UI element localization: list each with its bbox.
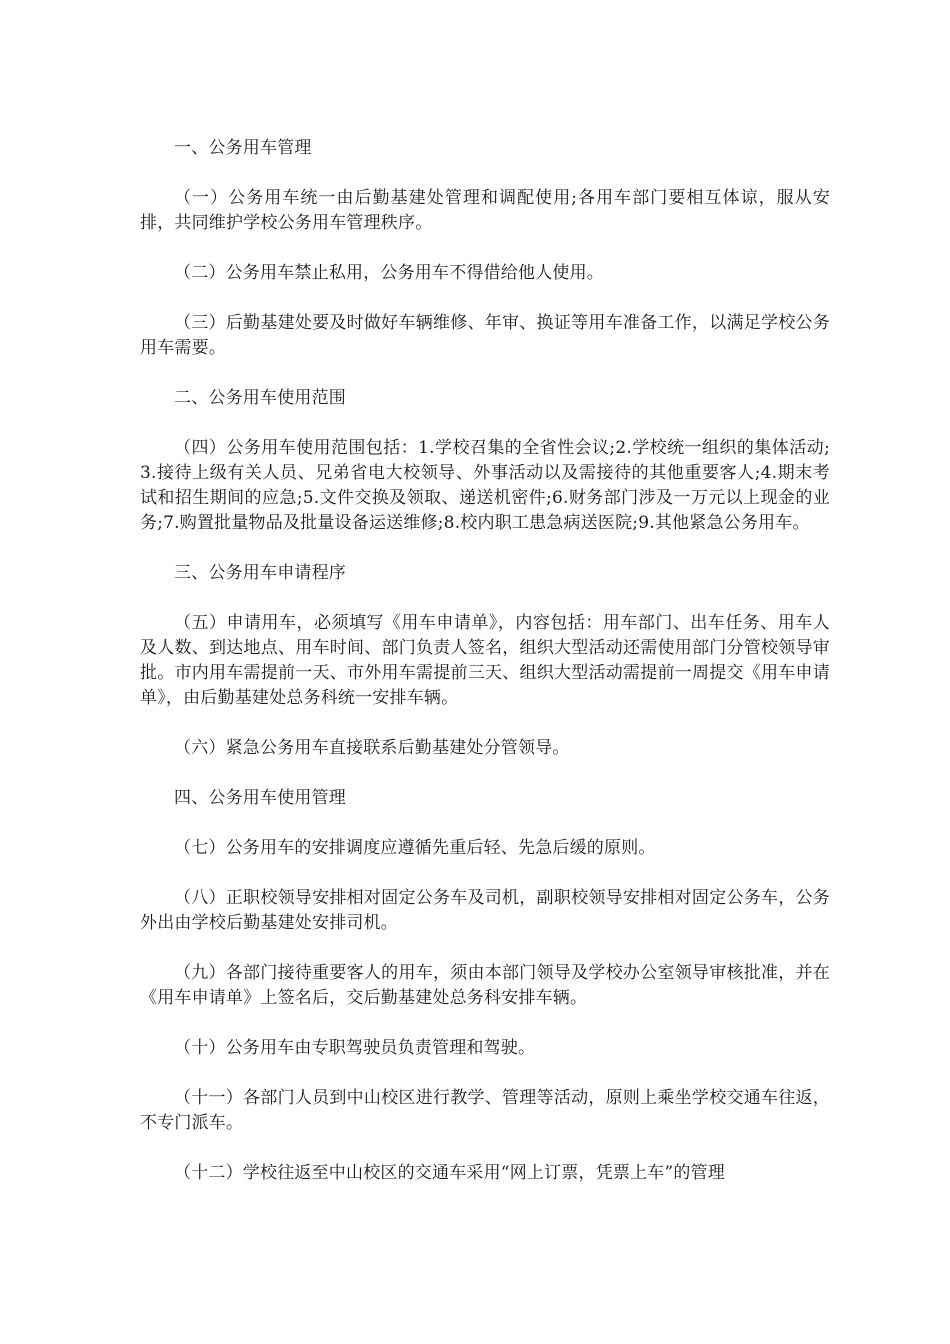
section-heading-1: 一、公务用车管理 — [174, 138, 312, 158]
paragraph-4: （四）公务用车使用范围包括：1.学校召集的全省性会议;2.学校统一组织的集体活动;3.接待上级有关人员、兄弟省电大校领导、外事活动以及需接待的其他重要客人;4.期末考试和招生期间的应急;5.文件交换及领取、递送机密件;6.财务部门涉及一万元以上现金的业务;7.购置批量物品及批量设备运送维修;8.校内职工患急病送医院;9.其他紧急公务用车。 — [140, 438, 830, 533]
paragraph-10: （十）公务用车由专职驾驶员负责管理和驾驶。 — [174, 1038, 536, 1058]
paragraph-8: （八）正职校领导安排相对固定公务车及司机，副职校领导安排相对固定公务车，公务外出由学校后勤基建处安排司机。 — [140, 888, 830, 933]
section-heading-4: 四、公务用车使用管理 — [174, 788, 346, 808]
paragraph-7: （七）公务用车的安排调度应遵循先重后轻、先急后缓的原则。 — [174, 838, 656, 858]
paragraph-9: （九）各部门接待重要客人的用车，须由本部门领导及学校办公室领导审核批准，并在《用车申请单》上签名后，交后勤基建处总务科安排车辆。 — [140, 963, 830, 1008]
paragraph-2: （二）公务用车禁止私用，公务用车不得借给他人使用。 — [174, 263, 604, 283]
paragraph-1: （一）公务用车统一由后勤基建处管理和调配使用;各用车部门要相互体谅，服从安排，共同维护学校公务用车管理秩序。 — [140, 188, 830, 233]
paragraph-5: （五）申请用车，必须填写《用车申请单》，内容包括：用车部门、出车任务、用车人及人数、到达地点、用车时间、部门负责人签名，组织大型活动还需使用部门分管校领导审批。市内用车需提前一天、市外用车需提前三天、组织大型活动需提前一周提交《用车申请单》，由后勤基建处总务科统一安排车辆。 — [140, 613, 830, 708]
paragraph-6: （六）紧急公务用车直接联系后勤基建处分管领导。 — [174, 738, 570, 758]
section-heading-2: 二、公务用车使用范围 — [174, 388, 346, 408]
document-body — [140, 136, 830, 1186]
paragraph-12: （十二）学校往返至中山校区的交通车采用“网上订票，凭票上车”的管理 — [174, 1163, 725, 1183]
paragraph-3: （三）后勤基建处要及时做好车辆维修、年审、换证等用车准备工作，以满足学校公务用车需要。 — [140, 313, 830, 358]
paragraph-11: （十一）各部门人员到中山校区进行教学、管理等活动，原则上乘坐学校交通车往返，不专门派车。 — [140, 1088, 830, 1133]
section-heading-3: 三、公务用车申请程序 — [174, 563, 346, 583]
